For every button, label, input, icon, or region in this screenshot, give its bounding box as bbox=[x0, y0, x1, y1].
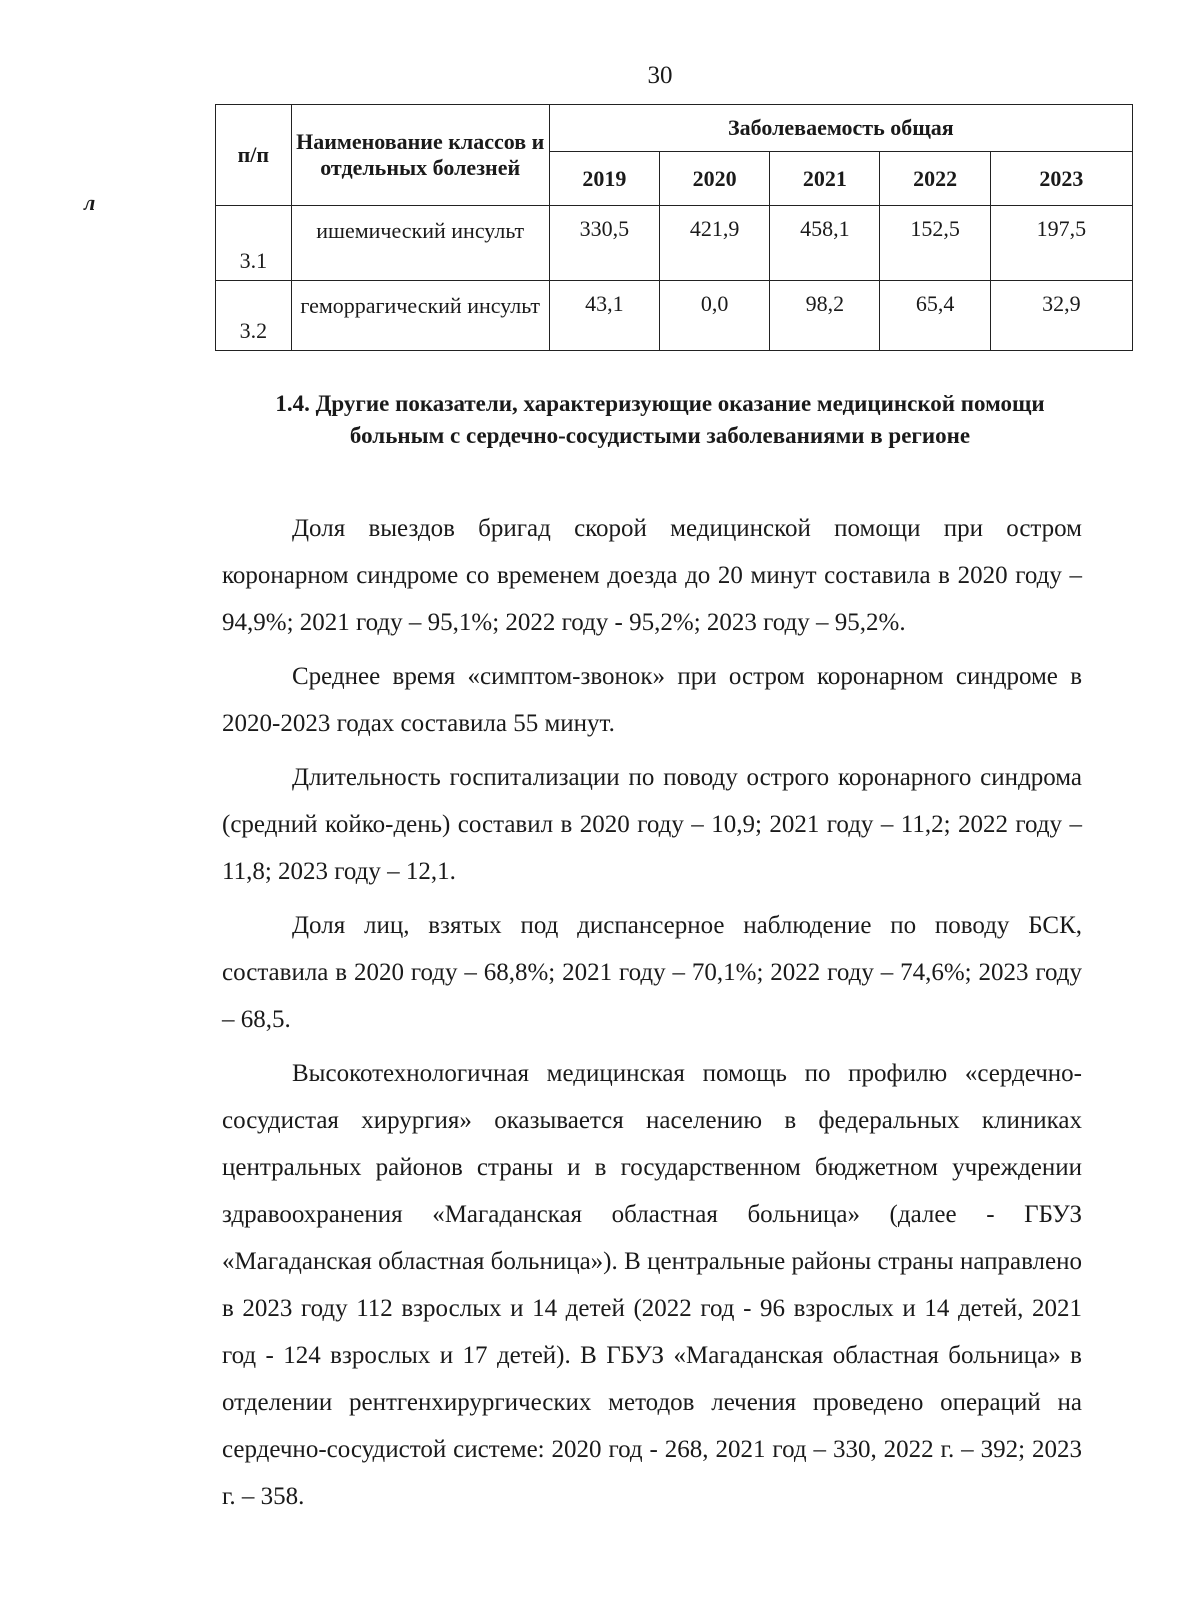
header-year: 2021 bbox=[770, 152, 880, 206]
paragraph: Доля лиц, взятых под диспансерное наблюдение по поводу БСК, составила в 2020 году – 68,8%; 2021 году – 70,1%; 2022 году – 74,6%; 2023 году – 68,5. bbox=[222, 912, 1082, 1033]
row-value: 458,1 bbox=[770, 206, 880, 281]
row-value: 330,5 bbox=[549, 206, 659, 281]
row-value: 421,9 bbox=[660, 206, 770, 281]
row-value: 0,0 bbox=[660, 281, 770, 351]
table-row bbox=[216, 281, 1133, 351]
header-year: 2022 bbox=[880, 152, 990, 206]
row-value: 197,5 bbox=[990, 206, 1132, 281]
header-year: 2020 bbox=[660, 152, 770, 206]
header-year: 2019 bbox=[549, 152, 659, 206]
paragraph: Длительность госпитализации по поводу острого коронарного синдрома (средний койко-день) составил в 2020 году – 10,9; 2021 году – 11,2; 2022 году – 11,8; 2023 году – 12,1. bbox=[222, 764, 1082, 885]
margin-mark: л bbox=[84, 190, 96, 215]
row-num: 3.2 bbox=[216, 281, 292, 351]
section-body bbox=[222, 505, 1082, 1527]
header-year: 2023 bbox=[990, 152, 1132, 206]
row-name: ишемический инсульт bbox=[291, 206, 549, 281]
row-name: геморрагический инсульт bbox=[291, 281, 549, 351]
header-group: Заболеваемость общая bbox=[549, 105, 1132, 152]
row-num: 3.1 bbox=[216, 206, 292, 281]
row-value: 65,4 bbox=[880, 281, 990, 351]
row-value: 98,2 bbox=[770, 281, 880, 351]
morbidity-table bbox=[215, 104, 1133, 351]
paragraph: Среднее время «симптом-звонок» при остром коронарном синдроме в 2020-2023 годах составила 55 минут. bbox=[222, 663, 1082, 737]
header-num: п/п bbox=[216, 105, 292, 206]
row-value: 152,5 bbox=[880, 206, 990, 281]
paragraph: Высокотехнологичная медицинская помощь по профилю «сердечно-сосудистая хирургия» оказывается населению в федеральных клиниках центральных районов страны и в государственном бюджетном учреждении здравоохранения «Магаданская областная больница» (далее - ГБУЗ «Магаданская областная больница»). В центральные районы страны направлено в 2023 году 112 взрослых и 14 детей (2022 год - 96 взрослых и 14 детей, 2021 год - 124 взрослых и 17 детей). В ГБУЗ «Магаданская областная больница» в отделении рентгенхирургических методов лечения проведено операций на сердечно-сосудистой системе: 2020 год - 268, 2021 год – 330, 2022 г. – 392; 2023 г. – 358. bbox=[222, 1060, 1082, 1510]
header-name: Наименование классов и отдельных болезней bbox=[291, 105, 549, 206]
page-number: 30 bbox=[647, 62, 673, 89]
row-value: 43,1 bbox=[549, 281, 659, 351]
section-heading: 1.4. Другие показатели, характеризующие оказание медицинской помощи больным с сердечно-сосудистыми заболеваниями в регионе bbox=[275, 391, 1045, 448]
row-value: 32,9 bbox=[990, 281, 1132, 351]
table-row bbox=[216, 206, 1133, 281]
paragraph: Доля выездов бригад скорой медицинской помощи при остром коронарном синдроме со временем доезда до 20 минут составила в 2020 году – 94,9%; 2021 году – 95,1%; 2022 году - 95,2%; 2023 году – 95,2%. bbox=[222, 515, 1082, 636]
